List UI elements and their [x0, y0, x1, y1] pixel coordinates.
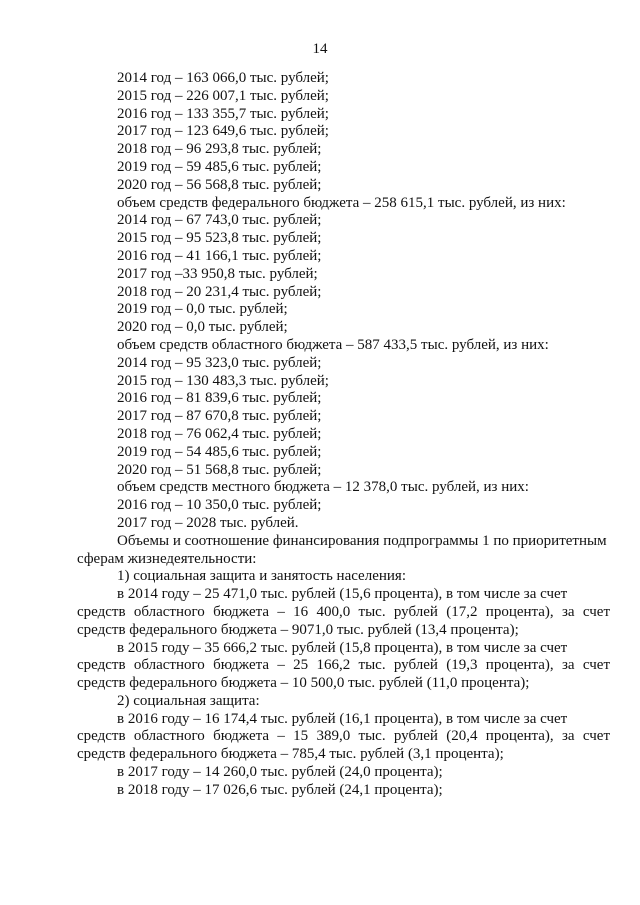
text-line	[0, 408, 640, 426]
line-text: в 2018 году – 17 026,6 тыс. рублей (24,1 процента);	[117, 781, 443, 798]
line-text: средств областного бюджета – 15 389,0 тыс. рублей (20,4 процента), за счет	[77, 728, 610, 745]
line-text: средств областного бюджета – 25 166,2 тыс. рублей (19,3 процента), за счет	[77, 657, 610, 674]
page-number: 14	[312, 41, 328, 57]
text-line	[0, 711, 640, 729]
text-line	[0, 141, 640, 159]
line-text: средств федерального бюджета – 10 500,0 тыс. рублей (11,0 процента);	[77, 675, 530, 692]
text-line	[0, 604, 640, 622]
text-line	[0, 355, 640, 373]
line-text: 2019 год – 54 485,6 тыс. рублей;	[117, 443, 322, 460]
line-text: 2015 год – 226 007,1 тыс. рублей;	[117, 87, 329, 104]
text-line	[0, 586, 640, 604]
text-line	[0, 551, 640, 569]
line-text: 2017 год –33 950,8 тыс. рублей;	[117, 265, 318, 282]
text-line	[0, 248, 640, 266]
text-line	[0, 123, 640, 141]
text-line	[0, 497, 640, 515]
line-text: средств федерального бюджета – 785,4 тыс. рублей (3,1 процента);	[77, 746, 504, 763]
text-line	[0, 390, 640, 408]
text-line	[0, 764, 640, 782]
text-line	[0, 675, 640, 693]
line-text: 2014 год – 67 743,0 тыс. рублей;	[117, 212, 322, 229]
text-line	[0, 230, 640, 248]
line-text: 2016 год – 133 355,7 тыс. рублей;	[117, 105, 329, 122]
line-text: 2018 год – 96 293,8 тыс. рублей;	[117, 141, 322, 158]
text-line	[0, 622, 640, 640]
text-line	[0, 693, 640, 711]
line-text: 2018 год – 20 231,4 тыс. рублей;	[117, 283, 322, 300]
line-text: 2019 год – 59 485,6 тыс. рублей;	[117, 158, 322, 175]
line-text: 2014 год – 163 066,0 тыс. рублей;	[117, 70, 329, 86]
line-text: средств областного бюджета – 16 400,0 тыс. рублей (17,2 процента), за счет	[77, 603, 610, 620]
line-text: 2) социальная защита:	[117, 692, 260, 709]
text-line	[0, 479, 640, 497]
line-text: 2020 год – 51 568,8 тыс. рублей;	[117, 461, 322, 478]
line-text: 2016 год – 81 839,6 тыс. рублей;	[117, 390, 322, 407]
line-text: 2019 год – 0,0 тыс. рублей;	[117, 301, 288, 318]
line-text: 2017 год – 87 670,8 тыс. рублей;	[117, 408, 322, 425]
document-body	[0, 70, 640, 800]
text-line	[0, 177, 640, 195]
text-line	[0, 462, 640, 480]
line-text: в 2017 году – 14 260,0 тыс. рублей (24,0 процента);	[117, 764, 443, 781]
line-text: сферам жизнедеятельности:	[77, 550, 257, 567]
line-text: 2016 год – 10 350,0 тыс. рублей;	[117, 497, 322, 514]
line-text: в 2016 году – 16 174,4 тыс. рублей (16,1 процента), в том числе за счет	[117, 710, 568, 727]
line-text: средств федерального бюджета – 9071,0 тыс. рублей (13,4 процента);	[77, 621, 519, 638]
line-text: 2018 год – 76 062,4 тыс. рублей;	[117, 425, 322, 442]
text-line	[0, 319, 640, 337]
text-line	[0, 373, 640, 391]
text-line	[0, 337, 640, 355]
line-text: в 2015 году – 35 666,2 тыс. рублей (15,8 процента), в том числе за счет	[117, 639, 568, 656]
text-line	[0, 284, 640, 302]
line-text: 2020 год – 56 568,8 тыс. рублей;	[117, 176, 322, 193]
text-line	[0, 515, 640, 533]
line-text: 1) социальная защита и занятость населения:	[117, 568, 406, 585]
text-line	[0, 657, 640, 675]
line-text: объем средств федерального бюджета – 258 615,1 тыс. рублей, из них:	[117, 194, 566, 211]
text-line	[0, 159, 640, 177]
line-text: в 2014 году – 25 471,0 тыс. рублей (15,6 процента), в том числе за счет	[117, 586, 568, 603]
text-line	[0, 533, 640, 551]
line-text: 2016 год – 41 166,1 тыс. рублей;	[117, 247, 322, 264]
line-text: 2017 год – 2028 тыс. рублей.	[117, 514, 299, 531]
text-line	[0, 728, 640, 746]
text-line	[0, 70, 640, 88]
text-line	[0, 426, 640, 444]
line-text: 2014 год – 95 323,0 тыс. рублей;	[117, 354, 322, 371]
line-text: объем средств областного бюджета – 587 433,5 тыс. рублей, из них:	[117, 336, 549, 353]
line-text: 2020 год – 0,0 тыс. рублей;	[117, 319, 288, 336]
text-line	[0, 782, 640, 800]
text-line	[0, 568, 640, 586]
text-line	[0, 106, 640, 124]
text-line	[0, 444, 640, 462]
line-text: 2015 год – 130 483,3 тыс. рублей;	[117, 372, 329, 389]
text-line	[0, 746, 640, 764]
line-text: 2017 год – 123 649,6 тыс. рублей;	[117, 123, 329, 140]
text-line	[0, 88, 640, 106]
text-line	[0, 195, 640, 213]
line-text: 2015 год – 95 523,8 тыс. рублей;	[117, 230, 322, 247]
line-text: Объемы и соотношение финансирования подпрограммы 1 по приоритетным	[117, 532, 607, 549]
text-line	[0, 212, 640, 230]
line-text: объем средств местного бюджета – 12 378,0 тыс. рублей, из них:	[117, 479, 529, 496]
text-line	[0, 266, 640, 284]
text-line	[0, 301, 640, 319]
text-line	[0, 640, 640, 658]
